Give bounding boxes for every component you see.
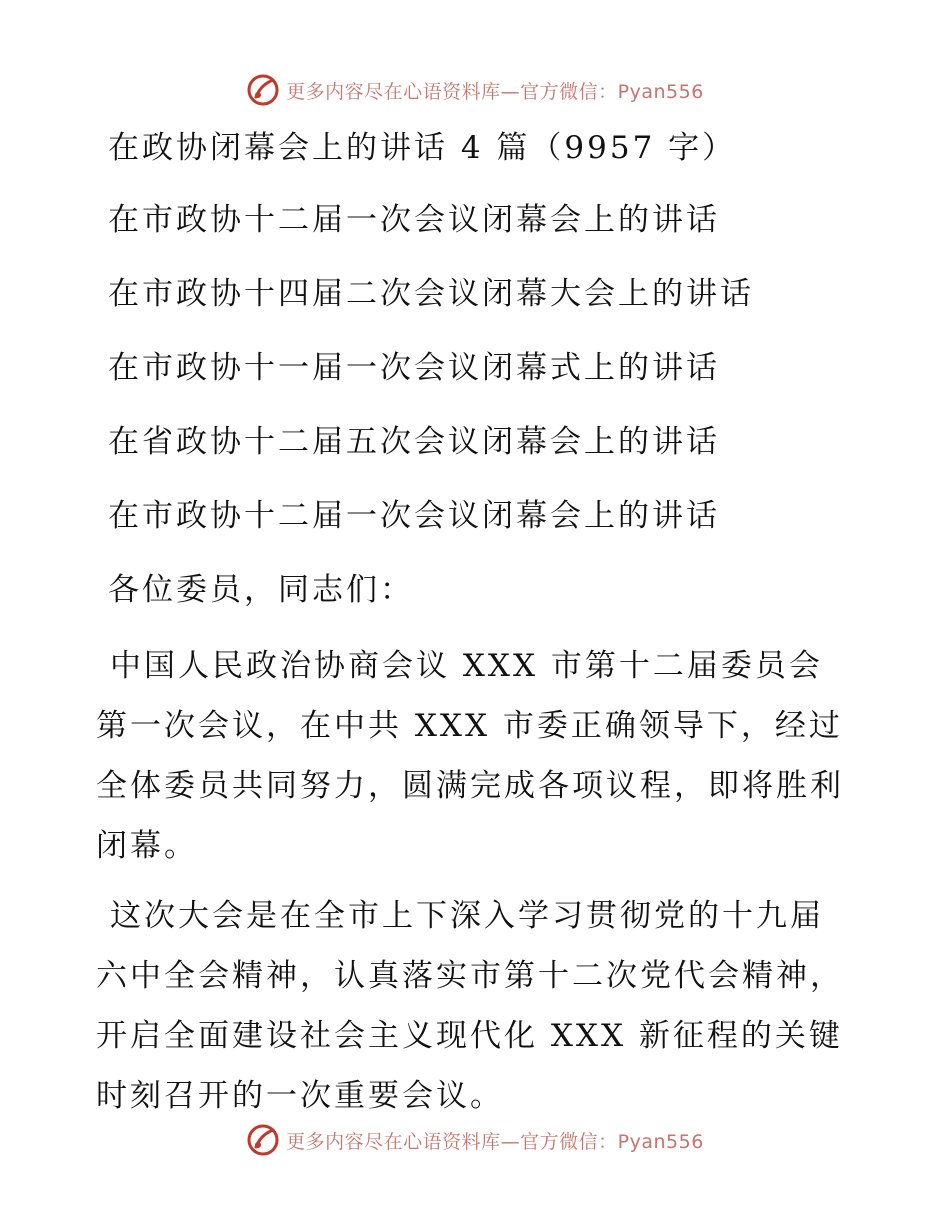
toc-item-4: 在省政协十二届五次会议闭幕会上的讲话 — [108, 424, 720, 460]
paragraph-2: 这次大会是在全市上下深入学习贯彻党的十九届六中全会精神，认真落实市第十二次党代会精神，开启全面建设社会主义现代化 XXX 新征程的关键时刻召开的一次重要会议。 — [96, 898, 844, 1114]
salutation: 各位委员，同志们： — [108, 572, 414, 608]
toc-title: 在政协闭幕会上的讲话 4 篇（9957 字） — [108, 130, 737, 166]
footer-banner-inner — [246, 1123, 704, 1157]
paragraph-1: 中国人民政治协商会议 XXX 市第十二届委员会第一次会议，在中共 XXX 市委正确领导下，经过全体委员共同努力，圆满完成各项议程，即将胜利闭幕。 — [96, 648, 844, 864]
footer-banner-text: 更多内容尽在心语资料库—官方微信：Pyan556 — [286, 1130, 704, 1153]
brush-circle-logo-icon — [246, 1123, 280, 1157]
speech-heading: 在市政协十二届一次会议闭幕会上的讲话 — [108, 498, 720, 534]
header-banner-text: 更多内容尽在心语资料库—官方微信：Pyan556 — [286, 80, 704, 103]
toc-item-1: 在市政协十二届一次会议闭幕会上的讲话 — [108, 202, 720, 238]
toc-item-2: 在市政协十四届二次会议闭幕大会上的讲话 — [108, 276, 754, 312]
footer-watermark-banner — [0, 1120, 950, 1160]
toc-item-3: 在市政协十一届一次会议闭幕式上的讲话 — [108, 350, 720, 386]
